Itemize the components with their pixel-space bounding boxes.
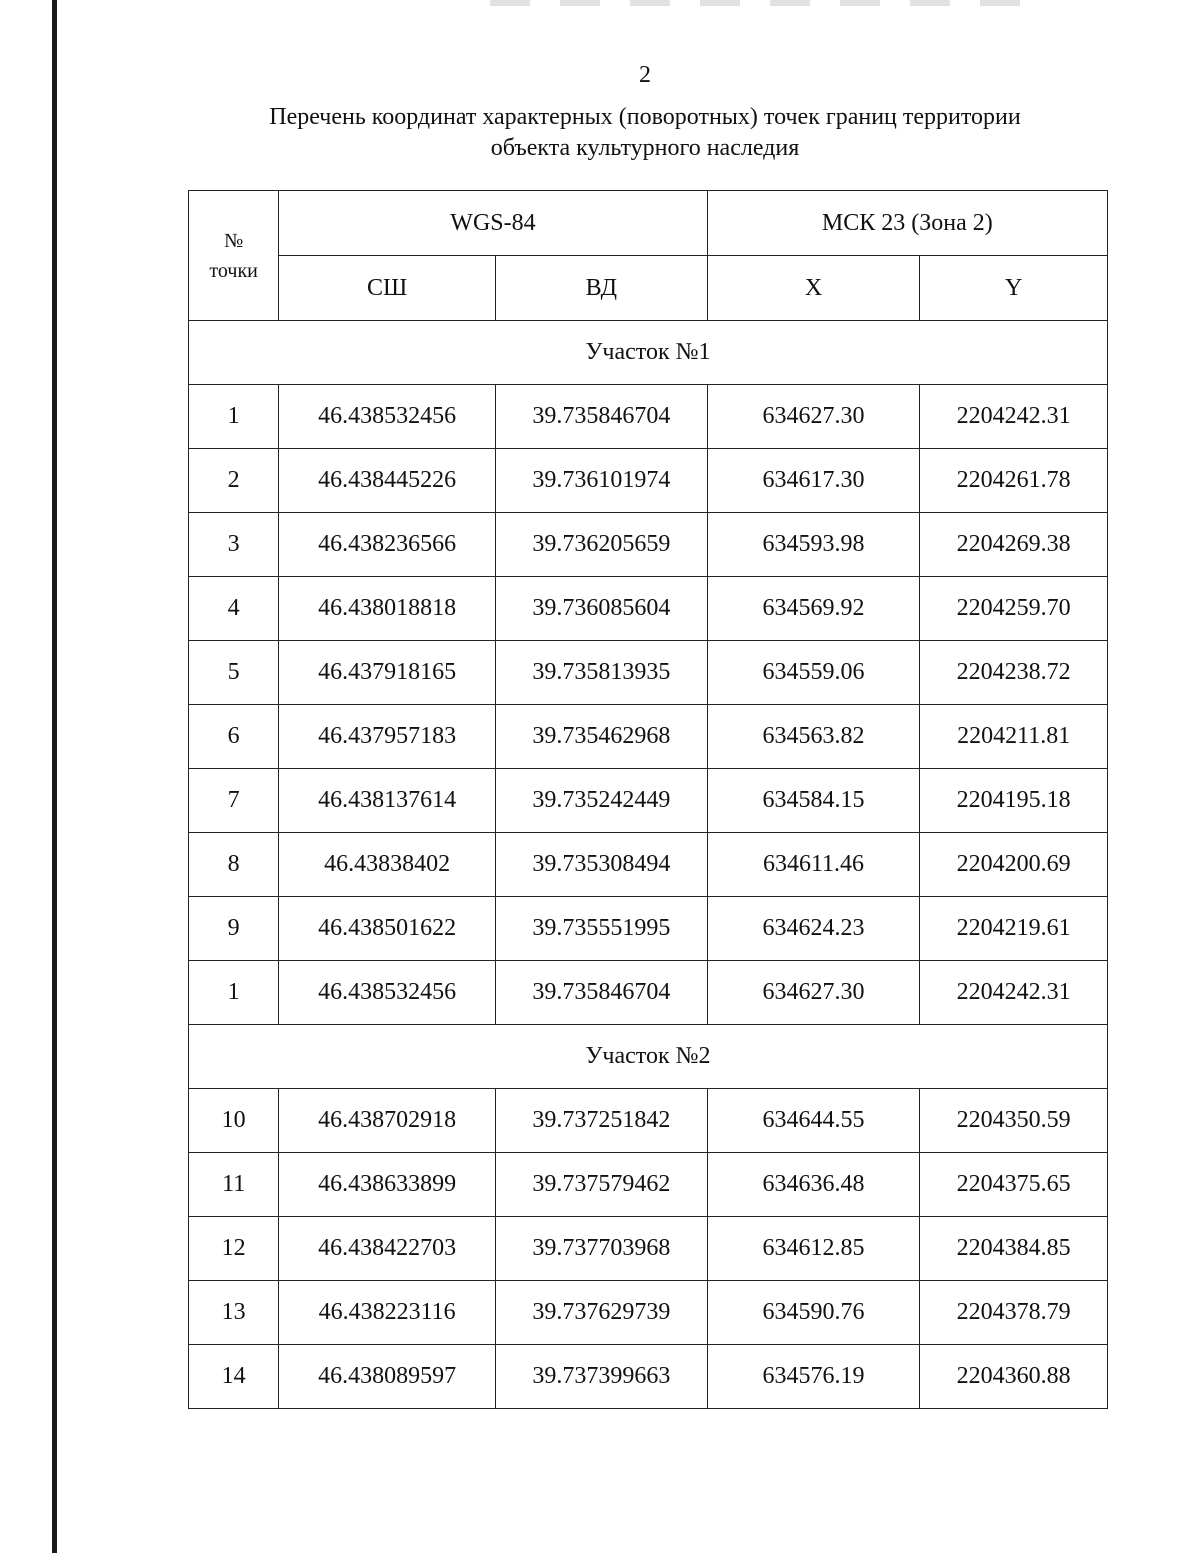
table-row <box>189 385 1108 449</box>
y-cell: 2204269.38 <box>920 513 1108 577</box>
x-cell: 634624.23 <box>707 897 920 961</box>
table-row <box>189 1217 1108 1281</box>
header-latitude: СШ <box>279 256 496 321</box>
x-cell: 634559.06 <box>707 641 920 705</box>
longitude-cell: 39.735813935 <box>495 641 707 705</box>
longitude-cell: 39.736085604 <box>495 577 707 641</box>
table-row <box>189 1089 1108 1153</box>
y-cell: 2204360.88 <box>920 1345 1108 1409</box>
y-cell: 2204261.78 <box>920 449 1108 513</box>
latitude-cell: 46.438018818 <box>279 577 496 641</box>
point-number-cell: 4 <box>189 577 279 641</box>
x-cell: 634593.98 <box>707 513 920 577</box>
table-row <box>189 1281 1108 1345</box>
longitude-cell: 39.737703968 <box>495 1217 707 1281</box>
y-cell: 2204384.85 <box>920 1217 1108 1281</box>
longitude-cell: 39.735551995 <box>495 897 707 961</box>
point-number-cell: 12 <box>189 1217 279 1281</box>
latitude-cell: 46.437918165 <box>279 641 496 705</box>
table-row <box>189 641 1108 705</box>
scan-border-left <box>52 0 57 1553</box>
point-number-cell: 14 <box>189 1345 279 1409</box>
point-number-cell: 11 <box>189 1153 279 1217</box>
x-cell: 634627.30 <box>707 961 920 1025</box>
table-row <box>189 577 1108 641</box>
longitude-cell: 39.737579462 <box>495 1153 707 1217</box>
latitude-cell: 46.438501622 <box>279 897 496 961</box>
table-row <box>189 705 1108 769</box>
longitude-cell: 39.735846704 <box>495 961 707 1025</box>
header-msk23: МСК 23 (Зона 2) <box>707 191 1107 256</box>
latitude-cell: 46.438137614 <box>279 769 496 833</box>
longitude-cell: 39.737251842 <box>495 1089 707 1153</box>
table-row <box>189 961 1108 1025</box>
header-row-columns <box>189 256 1108 321</box>
y-cell: 2204195.18 <box>920 769 1108 833</box>
x-cell: 634611.46 <box>707 833 920 897</box>
y-cell: 2204378.79 <box>920 1281 1108 1345</box>
y-cell: 2204242.31 <box>920 385 1108 449</box>
latitude-cell: 46.438422703 <box>279 1217 496 1281</box>
point-number-cell: 3 <box>189 513 279 577</box>
latitude-cell: 46.438223116 <box>279 1281 496 1345</box>
point-number-cell: 9 <box>189 897 279 961</box>
x-cell: 634563.82 <box>707 705 920 769</box>
title-line-2: объекта культурного наследия <box>490 135 800 161</box>
table-row <box>189 1345 1108 1409</box>
table-body <box>189 321 1108 1409</box>
point-number-cell: 2 <box>189 449 279 513</box>
table-row <box>189 1153 1108 1217</box>
longitude-cell: 39.737629739 <box>495 1281 707 1345</box>
x-cell: 634590.76 <box>707 1281 920 1345</box>
x-cell: 634576.19 <box>707 1345 920 1409</box>
x-cell: 634644.55 <box>707 1089 920 1153</box>
longitude-cell: 39.735846704 <box>495 385 707 449</box>
point-number-cell: 5 <box>189 641 279 705</box>
header-y: Y <box>920 256 1108 321</box>
point-number-cell: 13 <box>189 1281 279 1345</box>
point-number-cell: 6 <box>189 705 279 769</box>
y-cell: 2204242.31 <box>920 961 1108 1025</box>
longitude-cell: 39.735462968 <box>495 705 707 769</box>
latitude-cell: 46.438236566 <box>279 513 496 577</box>
coordinates-table <box>188 190 1108 1409</box>
x-cell: 634569.92 <box>707 577 920 641</box>
point-number-cell: 8 <box>189 833 279 897</box>
x-cell: 634612.85 <box>707 1217 920 1281</box>
header-row-groups <box>189 191 1108 256</box>
latitude-cell: 46.437957183 <box>279 705 496 769</box>
section-title: Участок №1 <box>189 321 1108 385</box>
page-number: 2 <box>639 62 651 88</box>
point-number-cell: 10 <box>189 1089 279 1153</box>
latitude-cell: 46.438445226 <box>279 449 496 513</box>
longitude-cell: 39.737399663 <box>495 1345 707 1409</box>
latitude-cell: 46.438633899 <box>279 1153 496 1217</box>
title-line-1: Перечень координат характерных (поворотных) точек границ территории <box>269 104 1021 130</box>
longitude-cell: 39.736205659 <box>495 513 707 577</box>
longitude-cell: 39.735242449 <box>495 769 707 833</box>
header-point-number <box>189 191 279 321</box>
point-number-cell: 1 <box>189 961 279 1025</box>
header-longitude: ВД <box>495 256 707 321</box>
header-point-number-label: точки <box>209 259 258 282</box>
table-row <box>189 449 1108 513</box>
x-cell: 634584.15 <box>707 769 920 833</box>
y-cell: 2204200.69 <box>920 833 1108 897</box>
section-row <box>189 1025 1108 1089</box>
latitude-cell: 46.438532456 <box>279 961 496 1025</box>
header-wgs84: WGS-84 <box>279 191 707 256</box>
y-cell: 2204259.70 <box>920 577 1108 641</box>
longitude-cell: 39.735308494 <box>495 833 707 897</box>
longitude-cell: 39.736101974 <box>495 449 707 513</box>
table-row <box>189 833 1108 897</box>
section-title: Участок №2 <box>189 1025 1108 1089</box>
header-x: X <box>707 256 920 321</box>
x-cell: 634636.48 <box>707 1153 920 1217</box>
latitude-cell: 46.43838402 <box>279 833 496 897</box>
latitude-cell: 46.438702918 <box>279 1089 496 1153</box>
y-cell: 2204375.65 <box>920 1153 1108 1217</box>
x-cell: 634617.30 <box>707 449 920 513</box>
y-cell: 2204350.59 <box>920 1089 1108 1153</box>
table-row <box>189 769 1108 833</box>
document-title <box>200 102 1090 164</box>
y-cell: 2204219.61 <box>920 897 1108 961</box>
header-point-number-sign: № <box>224 229 244 252</box>
scan-artifact-top <box>490 0 1050 6</box>
latitude-cell: 46.438532456 <box>279 385 496 449</box>
x-cell: 634627.30 <box>707 385 920 449</box>
table-row <box>189 513 1108 577</box>
y-cell: 2204211.81 <box>920 705 1108 769</box>
y-cell: 2204238.72 <box>920 641 1108 705</box>
point-number-cell: 7 <box>189 769 279 833</box>
latitude-cell: 46.438089597 <box>279 1345 496 1409</box>
point-number-cell: 1 <box>189 385 279 449</box>
table-row <box>189 897 1108 961</box>
section-row <box>189 321 1108 385</box>
